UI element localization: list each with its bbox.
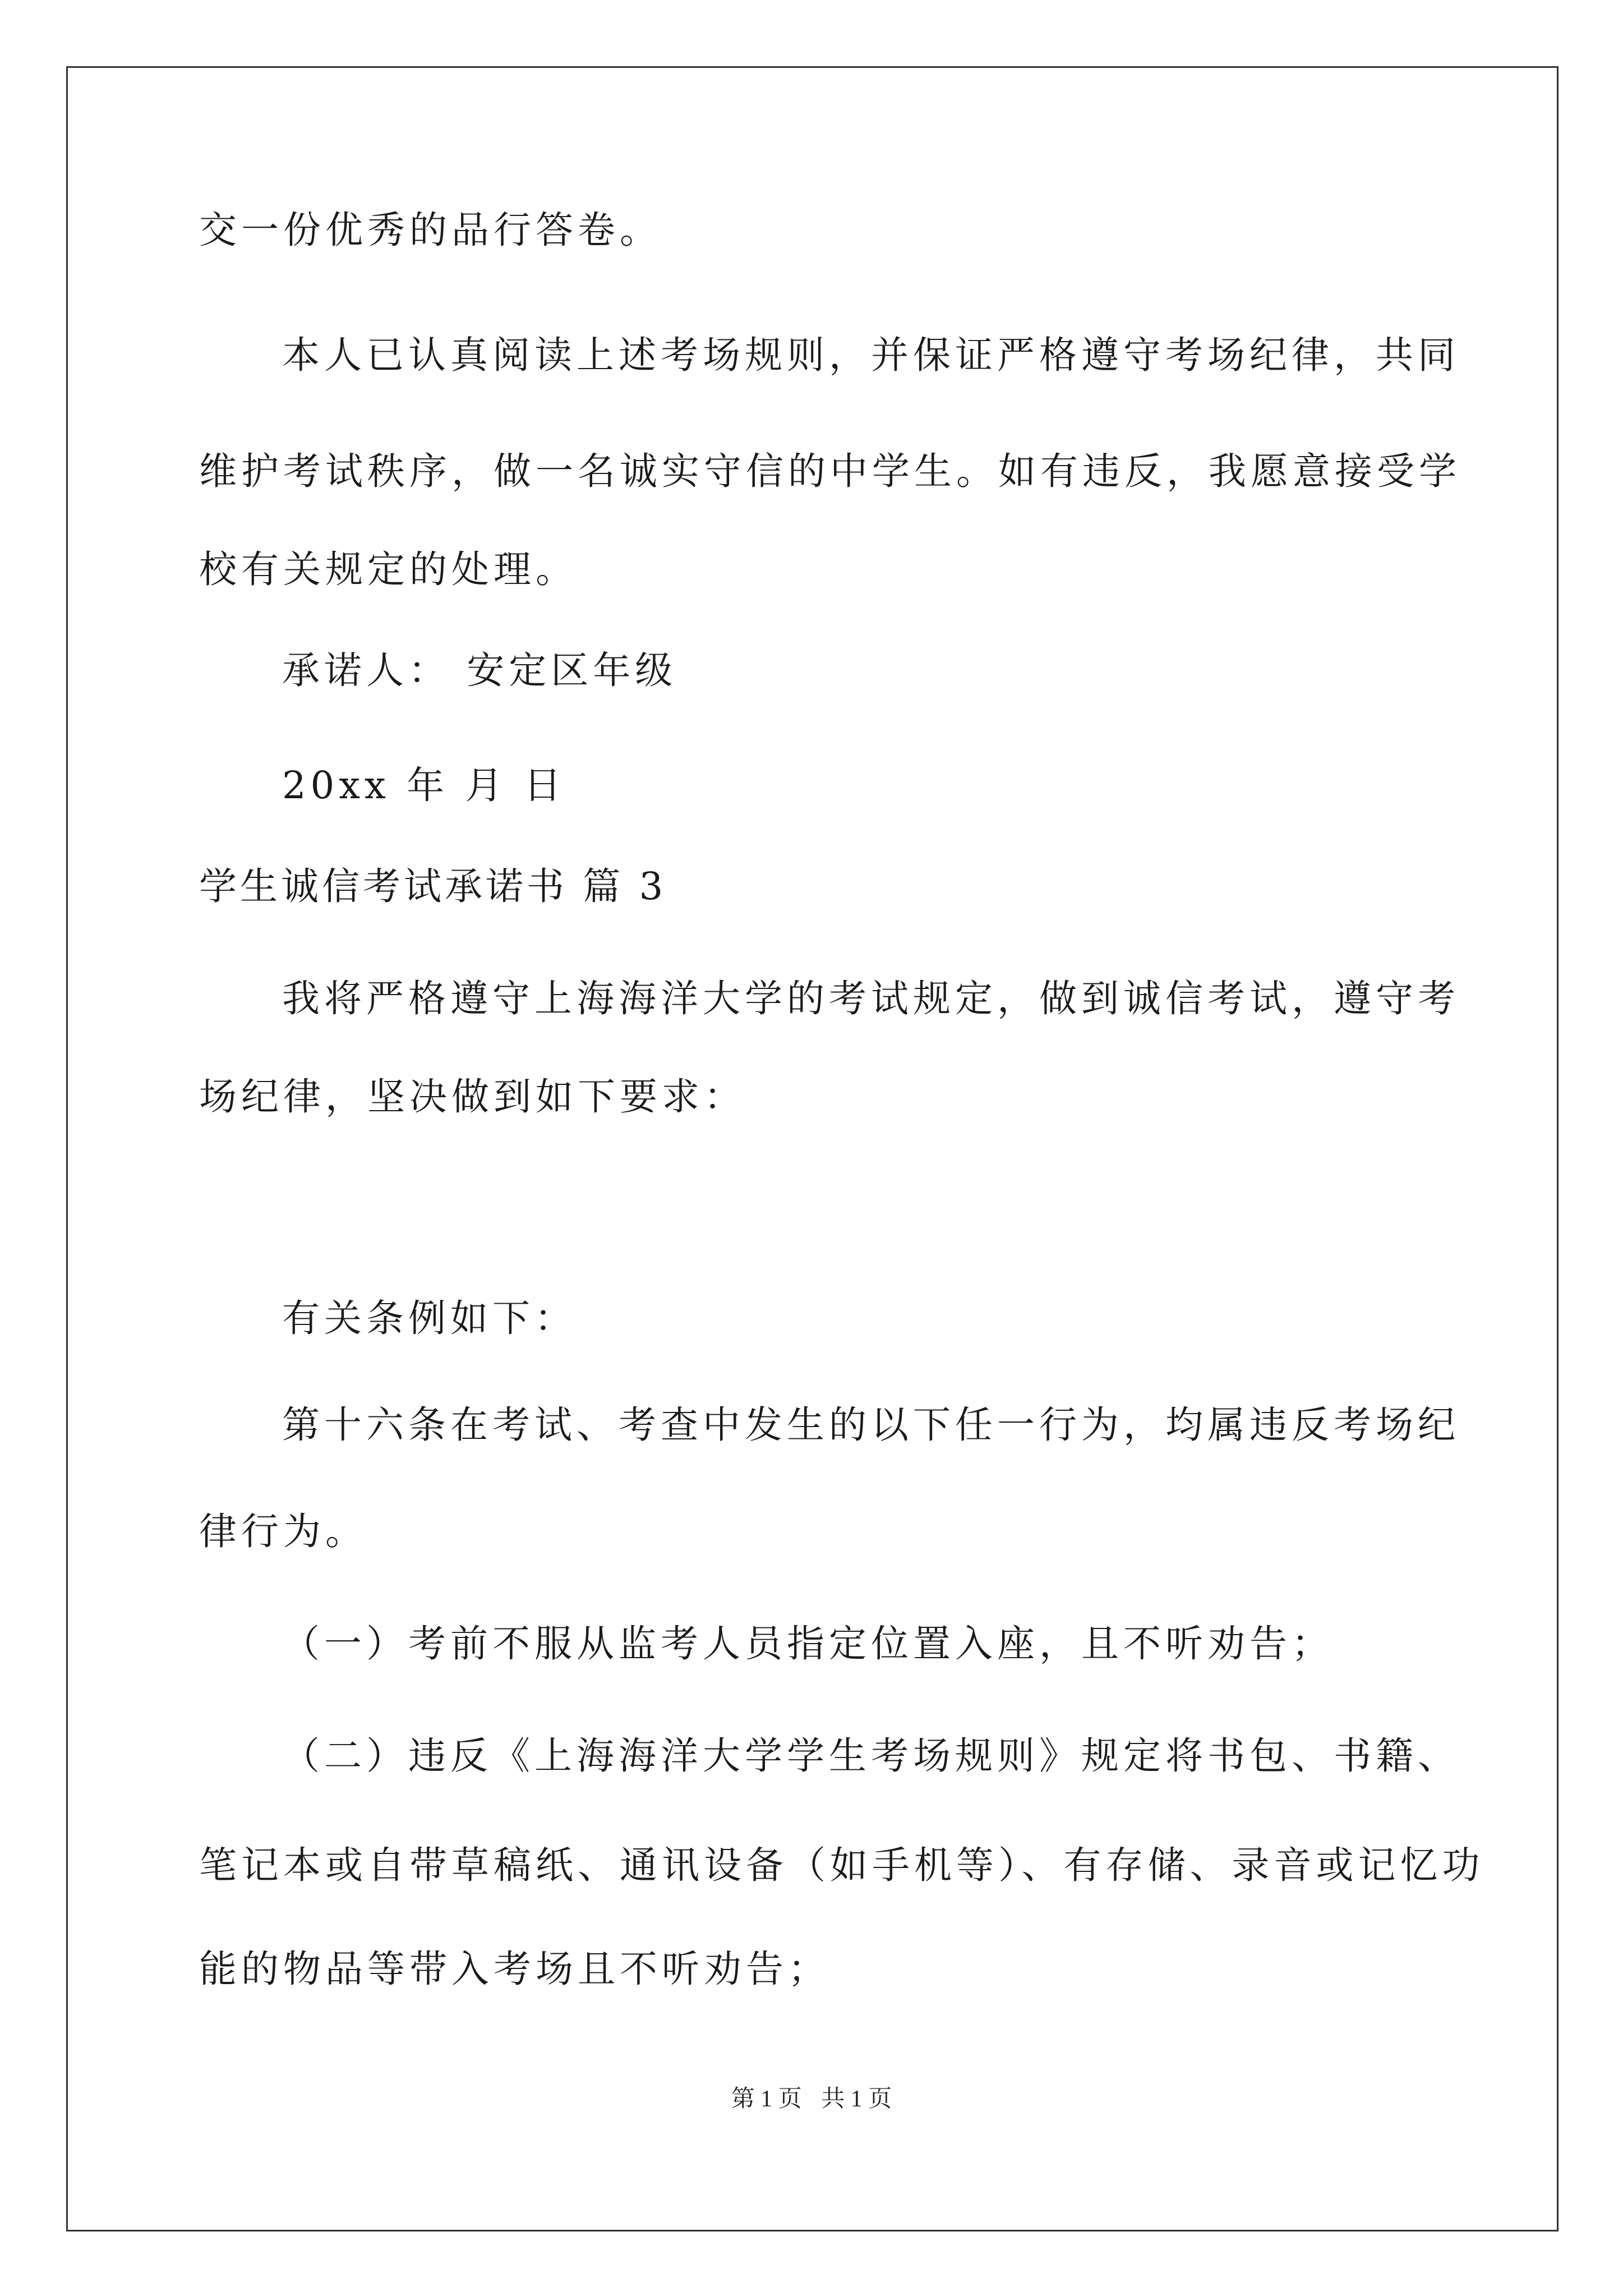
paragraph-line: 我将严格遵守上海海洋大学的考试规定，做到诚信考试，遵守考 <box>282 977 1460 1020</box>
page-number: 第 1 页 <box>731 2086 802 2112</box>
paragraph-line: 本人已认真阅读上述考场规则，并保证严格遵守考场纪律，共同 <box>282 333 1460 377</box>
list-item: （一）考前不服从监考人员指定位置入座，且不听劝告； <box>282 1622 1334 1665</box>
paragraph-line: 笔记本或自带草稿纸、通讯设备（如手机等）、有存储、录音或记忆功 <box>199 1843 1484 1887</box>
paragraph-line: 律行为。 <box>199 1510 367 1553</box>
paragraph-line: 第十六条在考试、考查中发生的以下任一行为，均属违反考场纪 <box>282 1403 1460 1447</box>
paragraph-line: 场纪律，坚决做到如下要求： <box>199 1075 746 1119</box>
paragraph-line: 交一份优秀的品行答卷。 <box>199 208 662 252</box>
page-total: 共 1 页 <box>821 2086 892 2112</box>
list-item: （二）违反《上海海洋大学学生考场规则》规定将书包、书籍、 <box>282 1734 1460 1778</box>
paragraph-line: 校有关规定的处理。 <box>199 547 578 591</box>
date-line: 20xx 年 月 日 <box>282 763 566 807</box>
page-border <box>66 66 1559 2231</box>
signature-line: 承诺人： 安定区年级 <box>282 648 677 692</box>
paragraph-line: 有关条例如下： <box>282 1296 577 1340</box>
page-footer <box>0 2082 1623 2116</box>
paragraph-line: 能的物品等带入考场且不听劝告； <box>199 1947 830 1991</box>
paragraph-line: 维护考试秩序，做一名诚实守信的中学生。如有违反，我愿意接受学 <box>199 449 1461 493</box>
section-heading: 学生诚信考试承诺书 篇 3 <box>199 864 667 908</box>
